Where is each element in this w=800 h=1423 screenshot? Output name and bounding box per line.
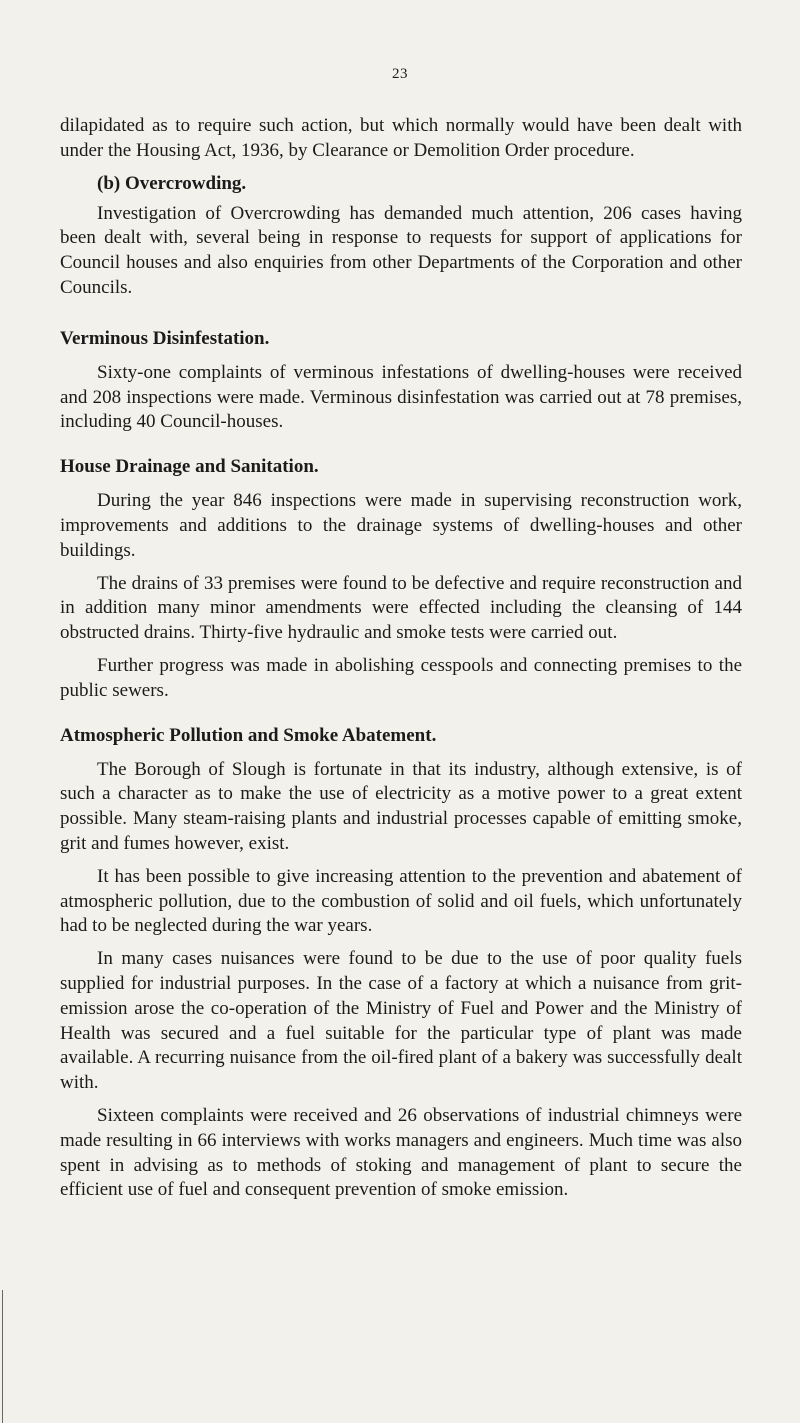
pollution-paragraph: The Borough of Slough is fortunate in that its industry, although extensive, is of such a character as to make the use of electricity as a motive power to a great extent possible. Many steam-raising plants and industrial processes capable of emitting smoke, grit and fumes however, exist. — [60, 758, 742, 854]
overcrowding-heading: (b) Overcrowding. — [97, 172, 247, 194]
verminous-paragraph: Sixty-one complaints of verminous infestations of dwelling-houses were received and 208 inspections were made. Verminous disinfestation was carried out at 78 premises, including 40 Council-houses. — [60, 361, 742, 433]
page-number: 23 — [392, 66, 408, 82]
page-edge-mark — [2, 1290, 3, 1423]
overcrowding-paragraph: Investigation of Overcrowding has demanded much attention, 206 cases having been dealt with, several being in response to requests for support of applications for Council houses and also enquiries from other Departments of the Corporation and other Councils. — [60, 202, 742, 298]
pollution-paragraph: In many cases nuisances were found to be due to the use of poor quality fuels supplied for industrial purposes. In the case of a factory at which a nuisance from grit-emission arose the co-operation of the Ministry of Fuel and Power and the Ministry of Health was secured and a fuel suitable for the particular type of plant was made available. A recurring nuisance from the oil-fired plant of a bakery was successfully dealt with. — [60, 948, 742, 1094]
verminous-heading: Verminous Disinfestation. — [60, 327, 270, 349]
page-body — [60, 114, 742, 1211]
pollution-paragraph: It has been possible to give increasing attention to the prevention and abatement of atmospheric pollution, due to the combustion of solid and oil fuels, which unfortunately had to be neglected during the war years. — [60, 865, 742, 937]
drainage-paragraph: During the year 846 inspections were made in supervising reconstruction work, improvements and additions to the drainage systems of dwelling-houses and other buildings. — [60, 490, 742, 561]
pollution-heading: Atmospheric Pollution and Smoke Abatement. — [60, 724, 437, 746]
drainage-paragraph: The drains of 33 premises were found to be defective and require reconstruction and in addition many minor amendments were effected including the cleansing of 144 obstructed drains. Thirty-five hydraulic and smoke tests were carried out. — [60, 572, 742, 644]
drainage-heading: House Drainage and Sanitation. — [60, 456, 319, 478]
pollution-paragraph: Sixteen complaints were received and 26 observations of industrial chimneys were made resulting in 66 interviews with works managers and engineers. Much time was also spent in advising as to methods of stoking and management of plant to secure the efficient use of fuel and consequent prevention of smoke emission. — [60, 1104, 742, 1201]
drainage-paragraph: Further progress was made in abolishing cesspools and connecting premises to the public sewers. — [60, 654, 742, 701]
intro-paragraph: dilapidated as to require such action, but which normally would have been dealt with under the Housing Act, 1936, by Clearance or Demolition Order procedure. — [60, 115, 742, 161]
